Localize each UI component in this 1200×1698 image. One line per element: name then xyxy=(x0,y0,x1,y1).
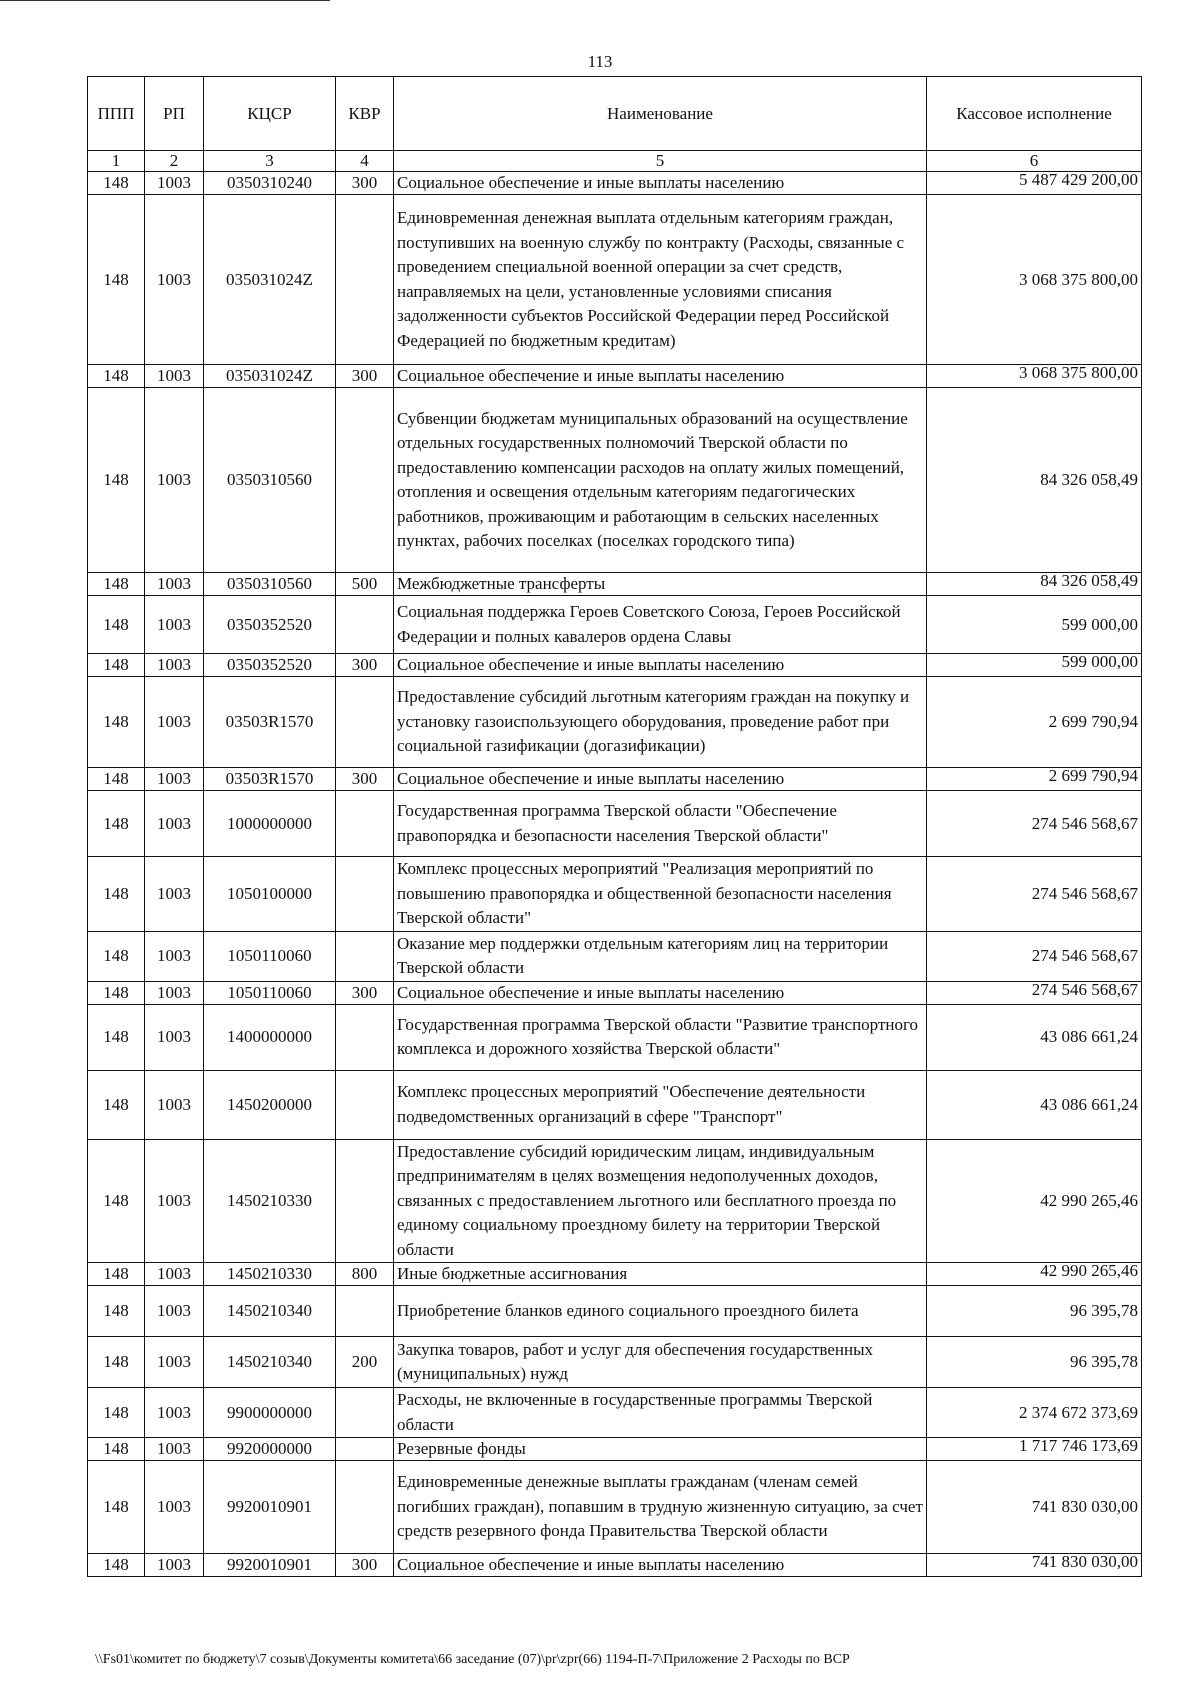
cell-name: Закупка товаров, работ и услуг для обеспечения государственных (муниципальных) нужд xyxy=(394,1337,927,1388)
cell-name: Социальное обеспечение и иные выплаты населению xyxy=(394,365,927,388)
cell-kvr: 300 xyxy=(336,1554,394,1577)
cell-ppp: 148 xyxy=(88,1139,145,1263)
column-number: 6 xyxy=(927,151,1142,172)
table-row xyxy=(88,857,1142,932)
cell-amount: 43 086 661,24 xyxy=(927,1070,1142,1139)
cell-kvr xyxy=(336,1438,394,1461)
cell-amount: 42 990 265,46 xyxy=(927,1263,1142,1286)
header-amount: Кассовое исполнение xyxy=(927,77,1142,151)
cell-ppp: 148 xyxy=(88,1438,145,1461)
cell-ppp: 148 xyxy=(88,1337,145,1388)
table-row xyxy=(88,365,1142,388)
cell-kvr xyxy=(336,1070,394,1139)
cell-ppp: 148 xyxy=(88,596,145,654)
cell-kcsr: 1450210340 xyxy=(204,1337,336,1388)
cell-kvr: 300 xyxy=(336,172,394,195)
cell-kvr xyxy=(336,1004,394,1070)
table-row xyxy=(88,677,1142,768)
cell-rp: 1003 xyxy=(145,1004,204,1070)
cell-name: Предоставление субсидий льготным категориям граждан на покупку и установку газоиспользующего оборудования, проведение работ при социальной газификации (догазификации) xyxy=(394,677,927,768)
table-row xyxy=(88,1263,1142,1286)
header-ppp: ППП xyxy=(88,77,145,151)
cell-kvr xyxy=(336,791,394,857)
table-row xyxy=(88,1004,1142,1070)
cell-amount: 2 374 672 373,69 xyxy=(927,1388,1142,1438)
cell-kcsr: 1450210330 xyxy=(204,1139,336,1263)
cell-amount: 2 699 790,94 xyxy=(927,677,1142,768)
cell-amount: 84 326 058,49 xyxy=(927,573,1142,596)
table-row xyxy=(88,1139,1142,1263)
cell-rp: 1003 xyxy=(145,365,204,388)
table-row xyxy=(88,573,1142,596)
table-row xyxy=(88,791,1142,857)
column-number: 2 xyxy=(145,151,204,172)
cell-rp: 1003 xyxy=(145,1438,204,1461)
cell-rp: 1003 xyxy=(145,1139,204,1263)
header-row xyxy=(88,77,1142,151)
cell-kcsr: 9920010901 xyxy=(204,1554,336,1577)
cell-name: Социальное обеспечение и иные выплаты населению xyxy=(394,981,927,1004)
cell-ppp: 148 xyxy=(88,1263,145,1286)
cell-rp: 1003 xyxy=(145,596,204,654)
cell-kcsr: 1050110060 xyxy=(204,931,336,981)
cell-ppp: 148 xyxy=(88,365,145,388)
cell-name: Оказание мер поддержки отдельным категориям лиц на территории Тверской области xyxy=(394,931,927,981)
table-row xyxy=(88,596,1142,654)
cell-name: Предоставление субсидий юридическим лицам, индивидуальным предпринимателям в целях возмещения недополученных доходов, связанных с предоставлением льготного или бесплатного проезда по единому социальному проездному билету на территории Тверской области xyxy=(394,1139,927,1263)
cell-kcsr: 0350352520 xyxy=(204,596,336,654)
cell-ppp: 148 xyxy=(88,172,145,195)
cell-name: Единовременные денежные выплаты гражданам (членам семей погибших граждан), попавшим в трудную жизненную ситуацию, за счет средств резервного фонда Правительства Тверской области xyxy=(394,1461,927,1554)
cell-ppp: 148 xyxy=(88,1461,145,1554)
cell-kvr xyxy=(336,1388,394,1438)
cell-name: Резервные фонды xyxy=(394,1438,927,1461)
cell-name: Приобретение бланков единого социального проездного билета xyxy=(394,1286,927,1337)
cell-name: Социальное обеспечение и иные выплаты населению xyxy=(394,654,927,677)
cell-rp: 1003 xyxy=(145,677,204,768)
cell-name: Субвенции бюджетам муниципальных образований на осуществление отдельных государственных полномочий Тверской области по предоставлению компенсации расходов на оплату жилых помещений, отопления и освещения отдельным категориям педагогических работников, проживающим и работающим в сельских населенных пунктах, рабочих поселках (поселках городского типа) xyxy=(394,388,927,573)
cell-kcsr: 1450210340 xyxy=(204,1286,336,1337)
cell-ppp: 148 xyxy=(88,573,145,596)
cell-name: Расходы, не включенные в государственные программы Тверской области xyxy=(394,1388,927,1438)
cell-ppp: 148 xyxy=(88,195,145,365)
cell-kcsr: 1000000000 xyxy=(204,791,336,857)
cell-kvr xyxy=(336,1461,394,1554)
cell-rp: 1003 xyxy=(145,1554,204,1577)
cell-amount: 599 000,00 xyxy=(927,596,1142,654)
cell-kvr: 800 xyxy=(336,1263,394,1286)
cell-ppp: 148 xyxy=(88,931,145,981)
table-row xyxy=(88,195,1142,365)
header-kvr: КВР xyxy=(336,77,394,151)
cell-rp: 1003 xyxy=(145,573,204,596)
cell-kcsr: 9920000000 xyxy=(204,1438,336,1461)
cell-kvr: 500 xyxy=(336,573,394,596)
cell-kvr xyxy=(336,1139,394,1263)
table-header xyxy=(88,77,1142,151)
table-row xyxy=(88,1461,1142,1554)
cell-ppp: 148 xyxy=(88,677,145,768)
cell-kvr xyxy=(336,931,394,981)
cell-rp: 1003 xyxy=(145,857,204,932)
cell-ppp: 148 xyxy=(88,1388,145,1438)
cell-rp: 1003 xyxy=(145,1070,204,1139)
cell-ppp: 148 xyxy=(88,1554,145,1577)
table-row xyxy=(88,1554,1142,1577)
cell-kcsr: 0350310240 xyxy=(204,172,336,195)
table-row xyxy=(88,172,1142,195)
scan-edge-line xyxy=(0,0,330,1)
cell-name: Социальное обеспечение и иные выплаты населению xyxy=(394,1554,927,1577)
cell-rp: 1003 xyxy=(145,1388,204,1438)
cell-name: Комплекс процессных мероприятий "Обеспечение деятельности подведомственных организаций в сфере "Транспорт" xyxy=(394,1070,927,1139)
cell-ppp: 148 xyxy=(88,981,145,1004)
cell-amount: 5 487 429 200,00 xyxy=(927,172,1142,195)
cell-ppp: 148 xyxy=(88,857,145,932)
cell-kvr xyxy=(336,1286,394,1337)
cell-amount: 3 068 375 800,00 xyxy=(927,365,1142,388)
table-row xyxy=(88,1337,1142,1388)
cell-amount: 599 000,00 xyxy=(927,654,1142,677)
cell-ppp: 148 xyxy=(88,1286,145,1337)
cell-kvr: 300 xyxy=(336,768,394,791)
table-row xyxy=(88,1438,1142,1461)
cell-amount: 2 699 790,94 xyxy=(927,768,1142,791)
column-number: 4 xyxy=(336,151,394,172)
cell-kvr xyxy=(336,596,394,654)
cell-rp: 1003 xyxy=(145,1461,204,1554)
cell-rp: 1003 xyxy=(145,768,204,791)
header-rp: РП xyxy=(145,77,204,151)
cell-name: Единовременная денежная выплата отдельным категориям граждан, поступивших на военную службу по контракту (Расходы, связанные с проведением специальной военной операции за счет средств, направляемых на цели, установленные условиями списания задолженности субъектов Российской Федерации перед Российской Федерацией по бюджетным кредитам) xyxy=(394,195,927,365)
page-number: 113 xyxy=(587,52,613,71)
cell-ppp: 148 xyxy=(88,1004,145,1070)
cell-kcsr: 03503R1570 xyxy=(204,677,336,768)
cell-name: Социальное обеспечение и иные выплаты населению xyxy=(394,172,927,195)
cell-rp: 1003 xyxy=(145,981,204,1004)
cell-rp: 1003 xyxy=(145,931,204,981)
cell-amount: 42 990 265,46 xyxy=(927,1139,1142,1263)
cell-amount: 274 546 568,67 xyxy=(927,791,1142,857)
cell-amount: 3 068 375 800,00 xyxy=(927,195,1142,365)
cell-name: Комплекс процессных мероприятий "Реализация мероприятий по повышению правопорядка и общественной безопасности населения Тверской области" xyxy=(394,857,927,932)
header-name: Наименование xyxy=(394,77,927,151)
table-row xyxy=(88,768,1142,791)
table-row xyxy=(88,931,1142,981)
cell-kvr: 300 xyxy=(336,365,394,388)
cell-amount: 274 546 568,67 xyxy=(927,931,1142,981)
column-number: 1 xyxy=(88,151,145,172)
cell-kcsr: 9920010901 xyxy=(204,1461,336,1554)
cell-kvr: 200 xyxy=(336,1337,394,1388)
cell-name: Государственная программа Тверской области "Обеспечение правопорядка и безопасности населения Тверской области" xyxy=(394,791,927,857)
budget-table xyxy=(87,76,1142,1577)
cell-kcsr: 1050110060 xyxy=(204,981,336,1004)
cell-kvr xyxy=(336,857,394,932)
cell-amount: 274 546 568,67 xyxy=(927,981,1142,1004)
table-row xyxy=(88,388,1142,573)
cell-kvr: 300 xyxy=(336,654,394,677)
cell-kvr xyxy=(336,677,394,768)
cell-rp: 1003 xyxy=(145,172,204,195)
cell-rp: 1003 xyxy=(145,388,204,573)
cell-kvr: 300 xyxy=(336,981,394,1004)
cell-kcsr: 0350310560 xyxy=(204,388,336,573)
cell-ppp: 148 xyxy=(88,791,145,857)
cell-name: Иные бюджетные ассигнования xyxy=(394,1263,927,1286)
cell-kcsr: 1450210330 xyxy=(204,1263,336,1286)
cell-amount: 84 326 058,49 xyxy=(927,388,1142,573)
cell-amount: 274 546 568,67 xyxy=(927,857,1142,932)
cell-ppp: 148 xyxy=(88,388,145,573)
column-number: 5 xyxy=(394,151,927,172)
cell-ppp: 148 xyxy=(88,1070,145,1139)
column-number: 3 xyxy=(204,151,336,172)
table-row xyxy=(88,1388,1142,1438)
cell-kcsr: 035031024Z xyxy=(204,365,336,388)
table-body xyxy=(88,151,1142,1577)
cell-kcsr: 0350310560 xyxy=(204,573,336,596)
cell-kcsr: 035031024Z xyxy=(204,195,336,365)
cell-rp: 1003 xyxy=(145,654,204,677)
cell-kvr xyxy=(336,388,394,573)
cell-rp: 1003 xyxy=(145,1286,204,1337)
cell-rp: 1003 xyxy=(145,1337,204,1388)
cell-kcsr: 03503R1570 xyxy=(204,768,336,791)
column-number-row xyxy=(88,151,1142,172)
cell-name: Социальное обеспечение и иные выплаты населению xyxy=(394,768,927,791)
table-row xyxy=(88,654,1142,677)
table-row xyxy=(88,981,1142,1004)
cell-kvr xyxy=(336,195,394,365)
cell-rp: 1003 xyxy=(145,195,204,365)
cell-kcsr: 1050100000 xyxy=(204,857,336,932)
cell-ppp: 148 xyxy=(88,654,145,677)
cell-kcsr: 0350352520 xyxy=(204,654,336,677)
cell-rp: 1003 xyxy=(145,1263,204,1286)
cell-amount: 96 395,78 xyxy=(927,1286,1142,1337)
cell-amount: 1 717 746 173,69 xyxy=(927,1438,1142,1461)
cell-amount: 96 395,78 xyxy=(927,1337,1142,1388)
cell-name: Межбюджетные трансферты xyxy=(394,573,927,596)
cell-kcsr: 1450200000 xyxy=(204,1070,336,1139)
cell-amount: 43 086 661,24 xyxy=(927,1004,1142,1070)
cell-kcsr: 1400000000 xyxy=(204,1004,336,1070)
cell-ppp: 148 xyxy=(88,768,145,791)
header-kcsr: КЦСР xyxy=(204,77,336,151)
cell-name: Государственная программа Тверской области "Развитие транспортного комплекса и дорожного хозяйства Тверской области" xyxy=(394,1004,927,1070)
cell-kcsr: 9900000000 xyxy=(204,1388,336,1438)
footer-file-path: \\Fs01\комитет по бюджету\7 созыв\Документы комитета\66 заседание (07)\pr\zpr(66) 1194-П-7\Приложение 2 Расходы по ВСР xyxy=(95,1652,850,1667)
cell-amount: 741 830 030,00 xyxy=(927,1461,1142,1554)
table-row xyxy=(88,1286,1142,1337)
cell-amount: 741 830 030,00 xyxy=(927,1554,1142,1577)
cell-rp: 1003 xyxy=(145,791,204,857)
table-row xyxy=(88,1070,1142,1139)
cell-name: Социальная поддержка Героев Советского Союза, Героев Российской Федерации и полных кавалеров ордена Славы xyxy=(394,596,927,654)
